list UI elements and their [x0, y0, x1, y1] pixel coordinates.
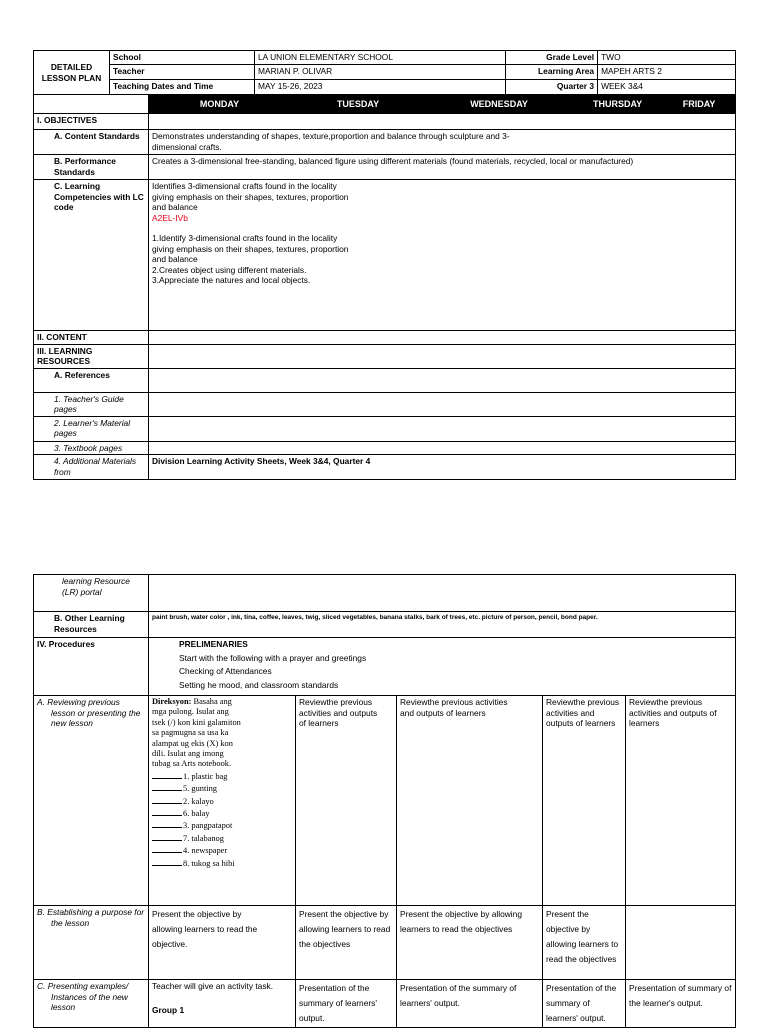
grade-value: TWO	[598, 51, 736, 65]
preliminaries-2: Checking of Attendances	[179, 666, 272, 676]
performance-standards-label: B. Performance Standards	[34, 155, 149, 180]
lr-portal-label: learning Resource (LR) portal	[34, 575, 149, 612]
lr-portal-blank	[149, 575, 736, 612]
objectives-title: I. OBJECTIVES	[34, 114, 149, 130]
purpose-monday: Present the objective by allowing learners to read the objective.	[149, 906, 296, 980]
competencies-text: Identifies 3-dimensional crafts found in the locality giving emphasis on their shapes, textures, proportion and balance	[152, 181, 349, 212]
purpose-thursday: Present the objective by allowing learners to read the objectives	[543, 906, 626, 980]
objectives-blank	[149, 114, 736, 130]
school-value: LA UNION ELEMENTARY SCHOOL	[255, 51, 506, 65]
group-1-label: Group 1	[152, 1004, 185, 1015]
lesson-plan-table-1	[33, 50, 736, 480]
content-blank	[149, 331, 736, 345]
preliminaries-cell	[149, 638, 736, 696]
reviewing-friday: Reviewthe previous activities and outputs of learners	[626, 696, 736, 906]
school-label: School	[110, 51, 255, 65]
tg-blank	[149, 392, 736, 416]
examples-friday: Presentation of summary of the learner's output.	[626, 980, 736, 1028]
purpose-label: B. Establishing a purpose for the lesson	[34, 906, 149, 980]
lesson-plan-table-2	[33, 574, 736, 1028]
tg-label: 1. Teacher's Guide pages	[34, 392, 149, 416]
resources-title: III. LEARNING RESOURCES	[34, 344, 149, 368]
day-monday: MONDAY	[149, 95, 291, 114]
competency-item-3: 3.Appreciate the natures and local objects.	[152, 275, 311, 285]
references-blank	[149, 368, 736, 392]
answer-item: 3. pangpatapot	[152, 819, 292, 831]
competencies-label: C. Learning Competencies with LC code	[34, 180, 149, 331]
preliminaries-title: PRELIMENARIES	[179, 639, 248, 649]
content-standards-text: Demonstrates understanding of shapes, texture,proportion and balance through sculpture and 3-dimensional crafts.	[149, 130, 736, 155]
answer-item: 2. kalayo	[152, 795, 292, 807]
examples-wednesday: Presentation of the summary of learners' output.	[397, 980, 543, 1028]
additional-value: Division Learning Activity Sheets, Week 3&4, Quarter 4	[149, 455, 736, 480]
reviewing-tuesday: Reviewthe previous activities and outputs of learners	[296, 696, 397, 906]
purpose-tuesday: Present the objective by allowing learners to read the objectives	[296, 906, 397, 980]
examples-tuesday: Presentation of the summary of learners' output.	[296, 980, 397, 1028]
procedures-label: IV. Procedures	[34, 638, 149, 696]
day-tuesday: TUESDAY	[291, 95, 426, 114]
tb-blank	[149, 441, 736, 455]
day-thursday: THURSDAY	[573, 95, 663, 114]
dates-label: Teaching Dates and Time	[110, 80, 255, 95]
content-title: II. CONTENT	[34, 331, 149, 345]
content-standards-label: A. Content Standards	[34, 130, 149, 155]
lm-label: 2. Learner's Material pages	[34, 416, 149, 441]
competencies-cell	[149, 180, 736, 331]
teacher-label: Teacher	[110, 65, 255, 80]
lc-code: A2EL-IVb	[152, 212, 188, 223]
reviewing-monday	[149, 696, 296, 906]
reviewing-label: A. Reviewing previous lesson or presenting the new lesson	[34, 696, 149, 906]
purpose-friday	[626, 906, 736, 980]
answer-item: 6. balay	[152, 807, 292, 819]
lm-blank	[149, 416, 736, 441]
preliminaries-3: Setting he mood, and classroom standards	[179, 679, 339, 690]
additional-label: 4. Additional Materials from	[34, 455, 149, 480]
dlp-label: DETAILED LESSON PLAN	[34, 51, 110, 95]
day-wednesday: WEDNESDAY	[426, 95, 573, 114]
resources-blank	[149, 344, 736, 368]
quarter-value: WEEK 3&4	[598, 80, 736, 95]
other-resources-value: paint brush, water color , ink, tina, coffee, leaves, twig, sliced vegetables, banana stalks, bark of trees, etc. picture of person, pencil, bond paper.	[149, 612, 736, 638]
direksyon-text: Basaha ang mga pulong. Isulat ang tsek (/) kon kini galamiton sa pagmugna sa usa ka alampat ug ekis (X) kon dili. Isulat ang imong tubag sa Arts notebook.	[152, 697, 241, 769]
answer-item: 1. plastic bag	[152, 770, 292, 782]
examples-thursday: Presentation of the summary of learners' output.	[543, 980, 626, 1028]
direksyon-label: Direksyon:	[152, 697, 192, 706]
preliminaries-1: Start with the following with a prayer and greetings	[179, 652, 367, 663]
competency-item-2: 2.Creates object using different materials.	[152, 264, 307, 275]
area-value: MAPEH ARTS 2	[598, 65, 736, 80]
reviewing-wednesday: Reviewthe previous activities and outputs of learners	[397, 696, 543, 906]
day-friday: FRIDAY	[663, 95, 736, 114]
quarter-label: Quarter 3	[506, 80, 598, 95]
reviewing-thursday: Reviewthe previous activities and outputs of learners	[543, 696, 626, 906]
answer-item: 4. newspaper	[152, 844, 292, 856]
answer-item: 5. gunting	[152, 782, 292, 794]
area-label: Learning Area	[506, 65, 598, 80]
tb-label: 3. Textbook pages	[34, 441, 149, 455]
performance-standards-text: Creates a 3-dimensional free-standing, balanced figure using different materials (found materials, recycled, local or manufactured)	[149, 155, 736, 180]
references-label: A. References	[34, 368, 149, 392]
day-header-spacer	[34, 95, 149, 114]
other-resources-label: B. Other Learning Resources	[34, 612, 149, 638]
examples-label: C. Presenting examples/ Instances of the new lesson	[34, 980, 149, 1028]
dates-value: MAY 15-26, 2023	[255, 80, 506, 95]
grade-label: Grade Level	[506, 51, 598, 65]
examples-monday: Teacher will give an activity task. Group 1	[149, 980, 296, 1028]
answer-item: 8. tukog sa hibi	[152, 857, 292, 869]
purpose-wednesday: Present the objective by allowing learners to read the objectives	[397, 906, 543, 980]
teacher-value: MARIAN P. OLIVAR	[255, 65, 506, 80]
competency-item-1: 1.Identify 3-dimensional crafts found in the locality giving emphasis on their shapes, textures, proportion and balance	[152, 233, 349, 264]
answer-item: 7. talabanog	[152, 832, 292, 844]
